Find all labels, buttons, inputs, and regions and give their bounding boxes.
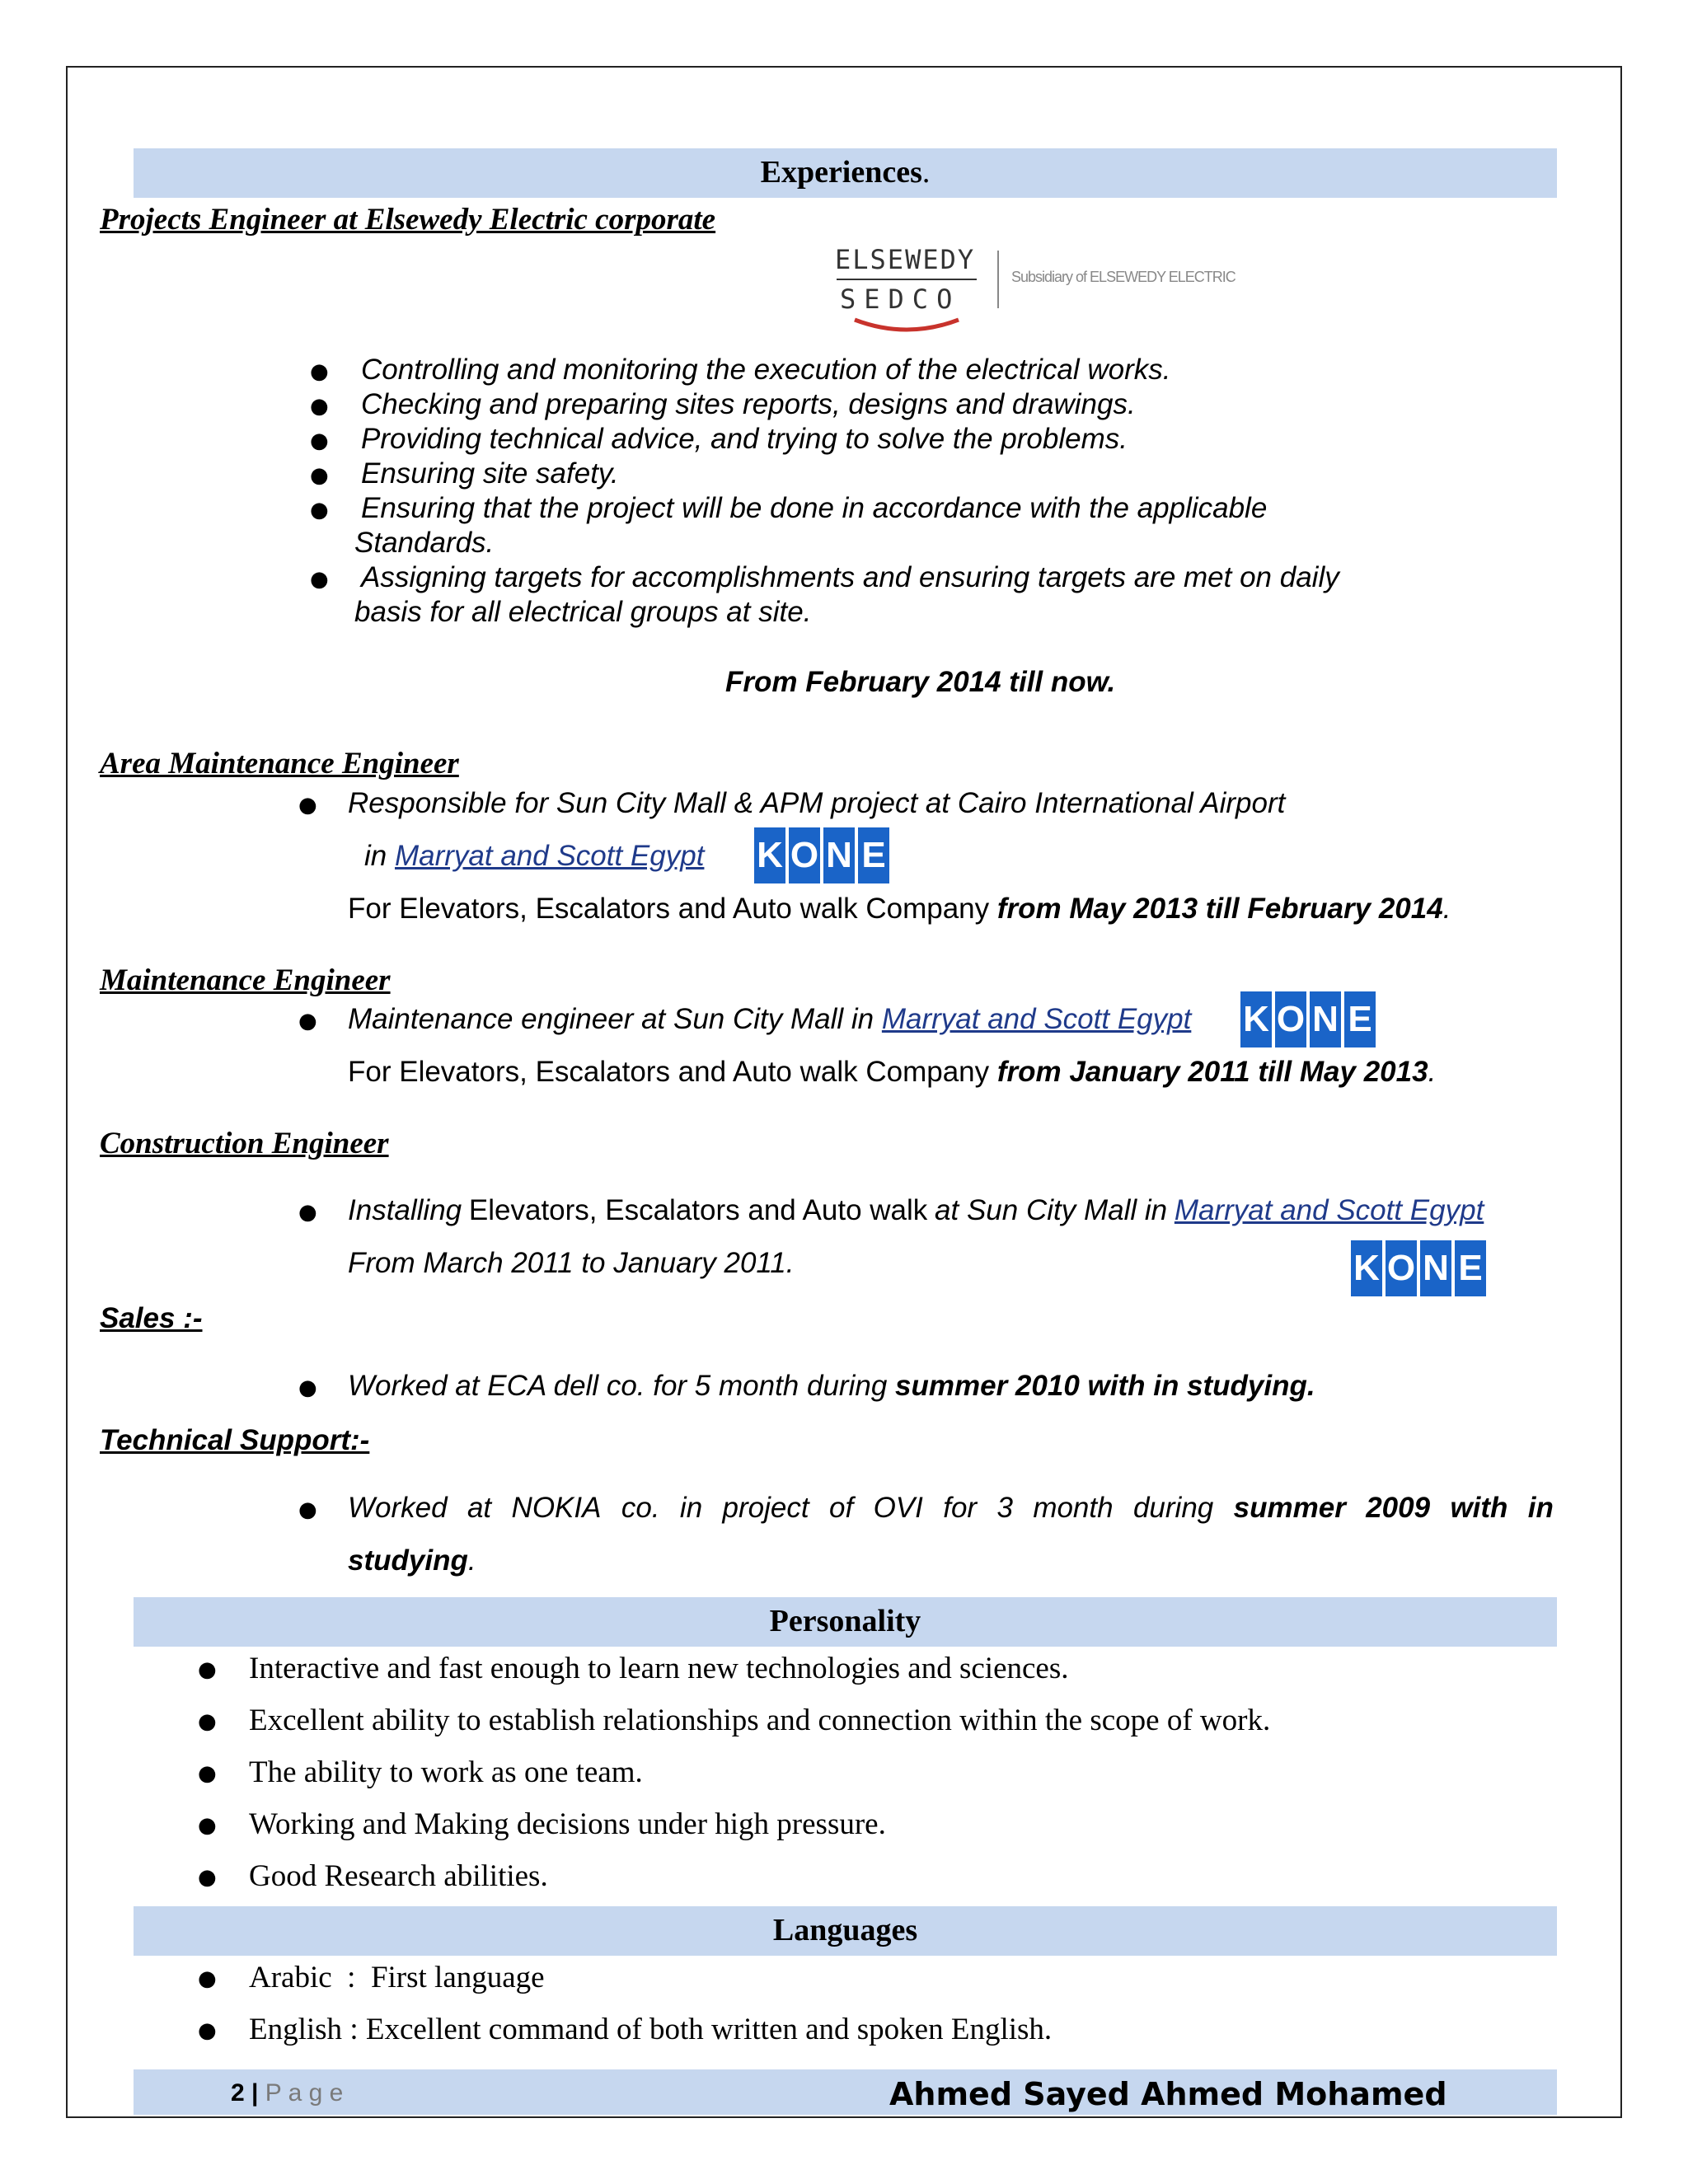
area-line2: in Marryat and Scott Egypt bbox=[364, 840, 705, 872]
section-technical-support: Technical Support:- bbox=[100, 1424, 370, 1456]
languages-header bbox=[134, 1906, 1557, 1956]
job-title-construction: Construction Engineer bbox=[100, 1127, 389, 1160]
projects-period: From February 2014 till now. bbox=[725, 666, 1116, 698]
languages-title: Languages bbox=[772, 1913, 918, 1947]
job-title-maintenance: Maintenance Engineer bbox=[100, 963, 391, 997]
logo-line1: ELSEWEDY bbox=[835, 244, 976, 275]
list-item: Checking and preparing sites reports, designs and drawings. bbox=[361, 388, 1136, 420]
list-item: Good Research abilities. bbox=[249, 1859, 548, 1893]
footer bbox=[134, 2069, 1557, 2115]
list-item: Excellent ability to establish relationships and connection within the scope of work. bbox=[249, 1704, 1271, 1737]
maintenance-line2: For Elevators, Escalators and Auto walk Company from January 2011 till May 2013. bbox=[348, 1056, 1437, 1088]
list-item: Controlling and monitoring the execution of the electrical works. bbox=[361, 354, 1171, 386]
section-sales: Sales :- bbox=[100, 1302, 203, 1334]
support-line2: studying. bbox=[348, 1544, 476, 1577]
list-item: Providing technical advice, and trying to solve the problems. bbox=[361, 423, 1128, 455]
logo-subsidiary: Subsidiary of ELSEWEDY ELECTRIC bbox=[1011, 269, 1236, 285]
logo-swoosh bbox=[853, 316, 960, 335]
area-line1: Responsible for Sun City Mall & APM project at Cairo International Airport bbox=[348, 787, 1286, 819]
company-link[interactable]: Marryat and Scott Egypt bbox=[1174, 1194, 1484, 1226]
list-item: English : Excellent command of both written and spoken English. bbox=[249, 2013, 1053, 2046]
support-line1: Worked at NOKIA co. in project of OVI for 3 month during summer 2009 with in bbox=[348, 1492, 1554, 1524]
job-title-projects-engineer: Projects Engineer at Elsewedy Electric corporate bbox=[100, 203, 716, 237]
kone-logo: K O N E bbox=[1351, 1240, 1486, 1296]
list-item: Ensuring site safety. bbox=[361, 457, 619, 490]
experiences-title: Experiences bbox=[760, 155, 922, 190]
experiences-period: . bbox=[921, 155, 931, 190]
personality-title: Personality bbox=[769, 1604, 921, 1638]
logo-line2: SEDCO bbox=[840, 284, 961, 315]
page-number: 2 | P a g e bbox=[231, 2079, 344, 2107]
list-item: Ensuring that the project will be done in accordance with the applicable bbox=[361, 492, 1268, 524]
company-link[interactable]: Marryat and Scott Egypt bbox=[394, 840, 705, 872]
job-title-area-maintenance: Area Maintenance Engineer bbox=[100, 747, 459, 780]
list-item: Working and Making decisions under high pressure. bbox=[249, 1807, 886, 1841]
list-item-continuation: basis for all electrical groups at site. bbox=[354, 596, 812, 628]
area-line3: For Elevators, Escalators and Auto walk Company from May 2013 till February 2014. bbox=[348, 893, 1451, 925]
list-item: Interactive and fast enough to learn new technologies and sciences. bbox=[249, 1652, 1069, 1685]
experiences-header bbox=[134, 148, 1557, 198]
kone-logo: K O N E bbox=[1240, 991, 1376, 1047]
elsewedy-sedco-logo bbox=[828, 244, 1236, 336]
list-item: Arabic : First language bbox=[249, 1961, 545, 1994]
logo-separator bbox=[997, 251, 999, 308]
list-item-continuation: Standards. bbox=[354, 527, 495, 559]
footer-author-name: Ahmed Sayed Ahmed Mohamed bbox=[889, 2076, 1447, 2112]
list-item: The ability to work as one team. bbox=[249, 1755, 643, 1789]
construction-line1: Installing Elevators, Escalators and Auto walk at Sun City Mall in Marryat and Scott Egypt bbox=[348, 1194, 1484, 1226]
sales-line: Worked at ECA dell co. for 5 month during summer 2010 with in studying. bbox=[348, 1370, 1315, 1402]
kone-logo: K O N E bbox=[754, 827, 889, 883]
maintenance-line1: Maintenance engineer at Sun City Mall in Marryat and Scott Egypt bbox=[348, 1003, 1192, 1035]
company-link[interactable]: Marryat and Scott Egypt bbox=[881, 1003, 1192, 1035]
logo-divider bbox=[837, 279, 977, 280]
construction-line2: From March 2011 to January 2011. bbox=[348, 1247, 795, 1279]
list-item: Assigning targets for accomplishments and ensuring targets are met on daily bbox=[361, 561, 1339, 593]
personality-header bbox=[134, 1597, 1557, 1647]
